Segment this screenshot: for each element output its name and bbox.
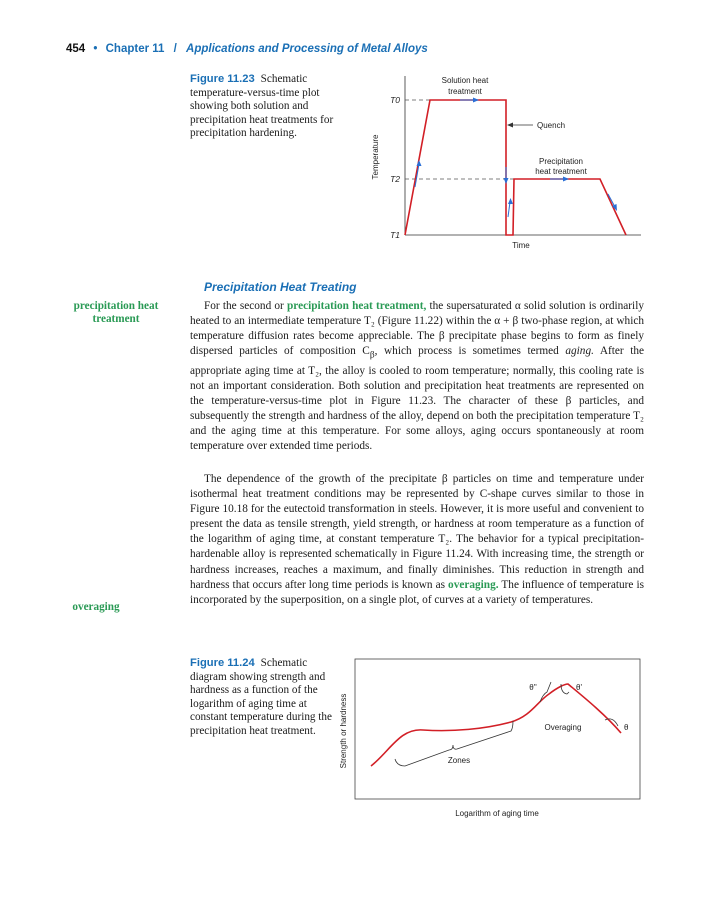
- reheat-arrow: [508, 202, 510, 217]
- theta-double-prime-bracket: [540, 682, 551, 702]
- p2-text-1: The dependence of the growth of the precipitate β particles on time and temperature under isothermal heat treatment conditions may be represented by C-shape curves similar to those in Figure 10.18 for the eutectoid transformation in steels. However, it is more useful and convenient to present the data as tensile strength, yield strength, or hardness at room temperature as a function of the logarithm of aging time, at constant temperature T₂. The behavior for a typical precipitation-hardenable alloy is represented schematically in Figure 11.24. With increasing time, the strength or hardness increases, reaches a maximum, and finally diminishes. This reduction in strength and hardness that occurs after long time periods is known as: [190, 473, 644, 591]
- margin-term-line2: treatment: [92, 313, 140, 325]
- zones-label: Zones: [447, 756, 471, 765]
- reheat-arrow-head: [508, 198, 513, 204]
- body-paragraph-2: [190, 472, 644, 608]
- theta-prime-label: θ': [576, 683, 582, 692]
- p1-text-4: After the appropriate aging time at T₂, the alloy is cooled to room temperature; normally, this cooling rate is not an important consideration. Both solution and precipitation heat treatments are represented on the temperature-versus-time plot in Figure 11.23. The character of these β particles, and subsequently the strength and hardness of the alloy, depend on both the precipitation temperature T₂ and the aging time at this temperature. For some alloys, aging occurs spontaneously at room temperature over extended time periods.: [190, 345, 645, 453]
- quench-label: Quench: [537, 121, 566, 130]
- y-axis-label: Strength or hardness: [339, 693, 348, 769]
- header-bullet: •: [93, 43, 98, 55]
- t2-label: T2: [390, 174, 400, 184]
- figure-11-23-caption-text: Schematic temperature-versus-time plot showing both solution and precipitation heat treatments for precipitation hardening.: [190, 73, 334, 140]
- p2-term-overaging: overaging.: [448, 578, 499, 591]
- margin-term-precipitation-heat-treatment: [66, 300, 166, 326]
- p1-term-precipitation-heat-treatment: precipitation heat treatment,: [287, 300, 427, 312]
- theta-label: θ: [624, 723, 629, 732]
- solution-label-line1: Solution heat: [441, 76, 489, 85]
- theta-double-prime-label: θ'': [529, 683, 537, 692]
- hold-arrow-head: [473, 98, 479, 103]
- chapter-title: Applications and Processing of Metal Alloys: [186, 43, 428, 55]
- figure-11-24-caption-text: Schematic diagram showing strength and hardness as a function of the logarithm of aging time at constant temperature during the precipitation heat treatment.: [190, 657, 332, 737]
- plot-frame: [355, 659, 640, 799]
- quench-down-arrow-head: [504, 178, 509, 184]
- heating-arrow-head: [417, 160, 422, 166]
- temperature-profile-curve: [405, 100, 626, 235]
- p1-text-3: , which process is sometimes termed: [374, 345, 566, 358]
- p2-text-2: The influence of temperature is incorporated by the superposition, on a single plot, of curves at a variety of temperatures.: [190, 578, 644, 606]
- page-number: 454: [66, 43, 86, 55]
- figure-11-24-caption: [190, 657, 335, 739]
- figure-11-23-plot: [365, 72, 645, 257]
- t1-label: T1: [390, 230, 400, 240]
- body-paragraph-1: [190, 299, 644, 454]
- y-axis-label: Temperature: [371, 134, 380, 180]
- chapter-label: Chapter 11: [105, 43, 165, 55]
- solution-label-line2: treatment: [448, 87, 482, 96]
- x-axis-label: Logarithm of aging time: [455, 809, 539, 818]
- x-axis-label: Time: [512, 241, 530, 250]
- p1-text-1: For the second or: [204, 300, 287, 312]
- overaging-label: Overaging: [544, 723, 582, 732]
- figure-11-23-caption: [190, 73, 360, 141]
- quench-pointer-head: [507, 123, 513, 128]
- header-separator: /: [173, 43, 177, 55]
- running-header: [66, 43, 428, 55]
- t0-label: T0: [390, 95, 400, 105]
- section-heading: Precipitation Heat Treating: [204, 280, 357, 294]
- p1-subscript-beta: β: [369, 350, 375, 361]
- margin-term-overaging: overaging: [72, 601, 120, 613]
- figure-11-24-plot: [335, 656, 645, 826]
- precipitation-label-line1: Precipitation: [538, 157, 584, 166]
- precipitation-label-line2: heat treatment: [535, 167, 587, 176]
- figure-11-23-number: Figure 11.23: [190, 73, 255, 85]
- p1-term-aging: aging.: [565, 345, 594, 358]
- strength-curve: [371, 684, 621, 766]
- aging-arrow-head: [563, 177, 569, 182]
- figure-11-24-number: Figure 11.24: [190, 657, 255, 669]
- margin-term-line1: precipitation heat: [73, 300, 159, 312]
- p1-text-2: the supersaturated α solid solution is ordinarily heated to an intermediate temperature T₂ (Figure 11.22) within the α + β two-phase region, at which temperature diffusion rates become appreciable. The β precipitate phase begins to form as finely dispersed particles of composition C: [190, 300, 644, 358]
